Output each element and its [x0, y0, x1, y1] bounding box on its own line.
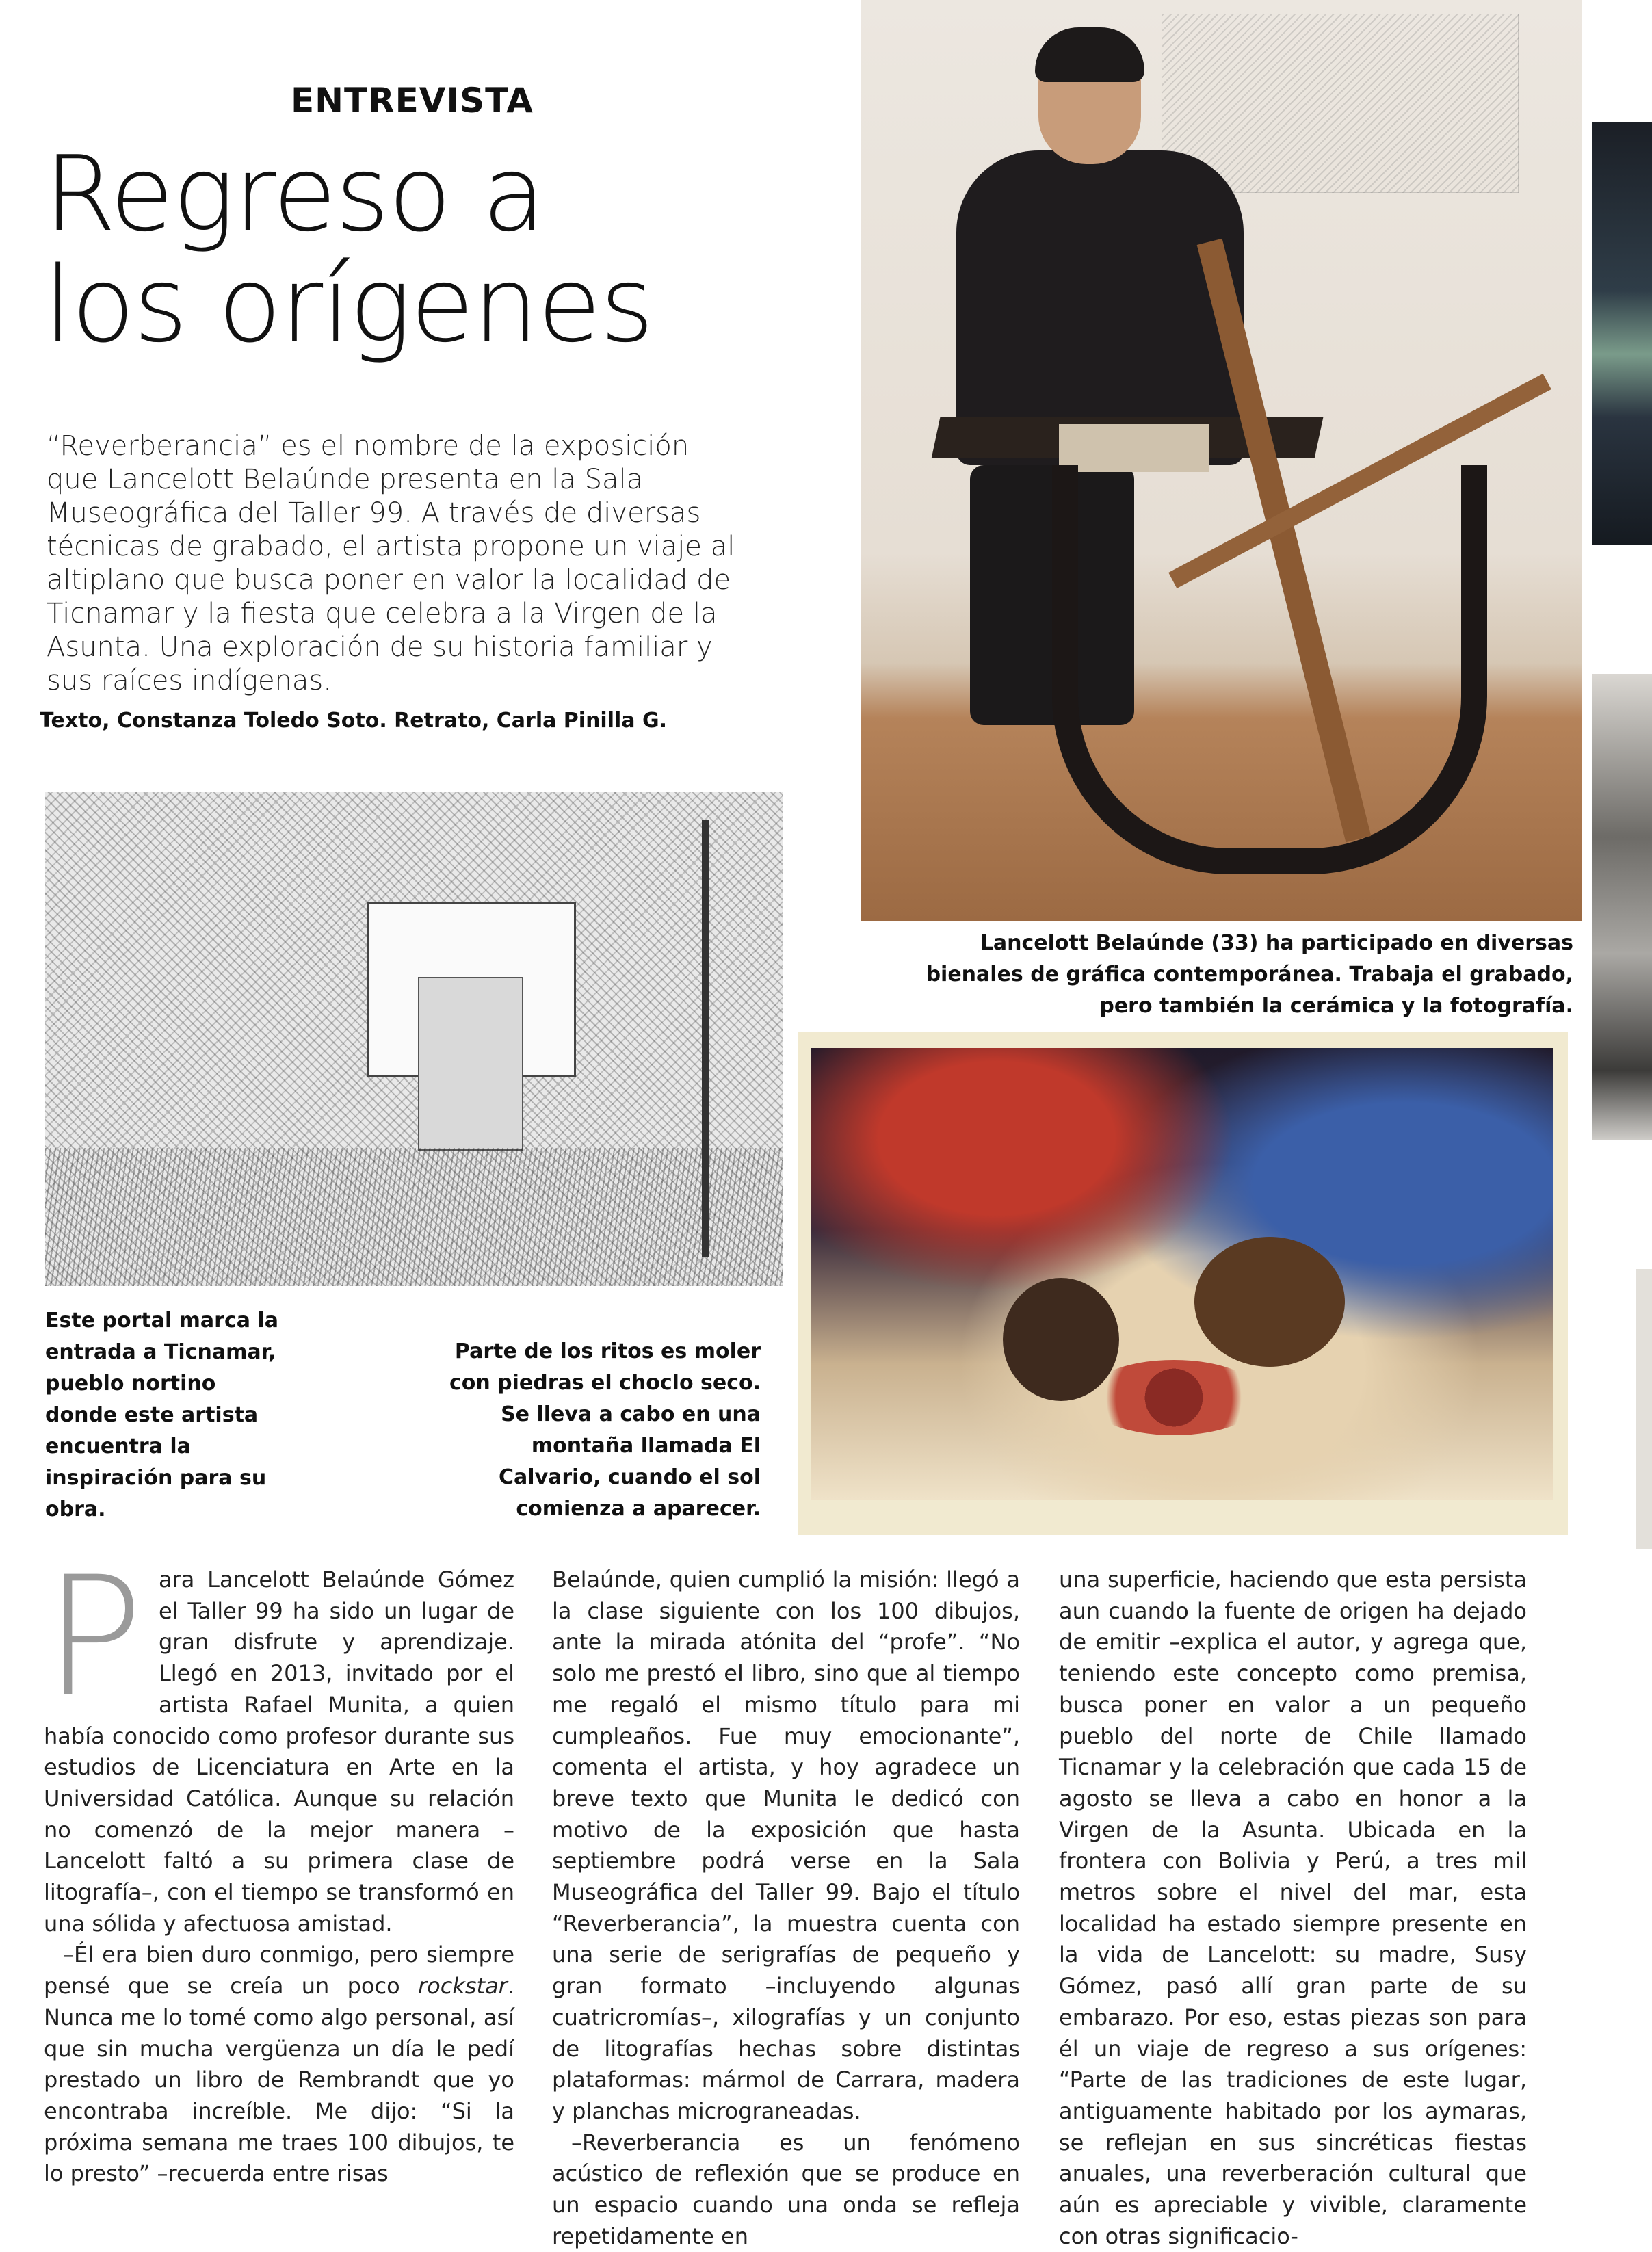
- body-column-2: [552, 1564, 1020, 2252]
- utility-pole: [702, 820, 709, 1257]
- paragraph: [44, 1939, 514, 2190]
- adjacent-page-image-2: [1592, 674, 1652, 1140]
- paragraph: [44, 1541, 514, 1939]
- adjacent-page-image-1: [1592, 122, 1652, 545]
- body-column-1: [44, 1541, 514, 2190]
- adjacent-page-image-3: [1636, 1269, 1652, 1549]
- paragraph: una superficie, haciendo que esta persista aun cuando la fuente de origen ha dejado de emitir –explica el autor, y agrega que, teniendo este concepto como premisa, busca poner en valor a un pequeño pueblo del norte de Chile llamado Ticnamar y la celebración que cada 15 de agosto se lleva a cabo en honor a la Virgen de la Asunta. Ubicada en la frontera con Bolivia y Perú, a tres mil metros sobre el nivel del mar, esta localidad ha estado siempre presente en la vida de Lancelott: su madre, Susy Gómez, pasó allí gran parte de su embarazo. Por eso, estas piezas son para él un viaje de regreso a sus orígenes: “Parte de las tradiciones de este lugar, antiguamente habitado por los aymaras, se reflejan en sus sincréticas fiestas anuales, una reverberación cultural que aún es apreciable y vivible, claramente con otras significacio-: [1059, 1567, 1527, 2249]
- portal-opening: [418, 977, 523, 1151]
- paragraph-text: ara Lancelott Belaúnde Gómez el Taller 99 ha sido un lugar de gran disfrute y aprendizaje. Llegó en 2013, invitado por el artista Rafael Munita, a quien había conocido como profesor durante sus estudios de Licenciatura en Arte en la Universidad Católica. Aunque su relación no comenzó de la mejor manera –Lancelott faltó a su primera clase de litografía–, con el tiempo se transformó en una sólida y afectuosa amistad.: [44, 1567, 514, 1937]
- paragraph-text: . Nunca me lo tomé como algo personal, así que sin mucha vergüenza un día le pedí prestado un libro de Rembrandt que yo encontraba increíble. Me dijo: “Si la próxima semana me traes 100 dibujos, te lo presto” –recuerda entre risas: [44, 1973, 514, 2187]
- ritos-caption: Parte de los ritos es moler con piedras el choclo seco. Se lleva a cabo en una montaña llamada El Calvario, cuando el sol comienza a aparecer.: [449, 1339, 761, 1521]
- section-kicker: ENTREVISTA: [291, 81, 534, 120]
- road-hatching: [45, 1148, 783, 1286]
- background-sketch: [1162, 14, 1519, 193]
- paragraph-text: –Él era bien duro conmigo, pero siempre pensé que se creía un poco: [44, 1941, 514, 2000]
- corn-kernels: [1085, 1360, 1263, 1435]
- ticnamar-portal-engraving: [45, 792, 783, 1286]
- portal-caption: Este portal marca la entrada a Ticnamar, pueblo nortino donde este artista encuentra la inspiración para su obra.: [45, 1309, 278, 1521]
- person-hair: [1035, 27, 1144, 82]
- paragraph: Belaúnde, quien cumplió la misión: llegó a la clase siguiente con los 100 dibujos, ante la mirada atónita del “profe”. “No solo me prestó el libro, sino que al tiempo me regaló el mismo título para mi cumpleaños. Fue muy emocionante”, comenta el artista, y hoy agradece un breve texto que Munita le dedicó con motivo de la exposición que hasta septiembre podrá verse en la Sala Museográfica del Taller 99. Bajo el título “Reverberancia”, la muestra cuenta con una serie de serigrafías de pequeño y gran formato –incluyendo algunas cuatricromías–, xilografías y un conjunto de litografías hechas sobre distintas plataformas: mármol de Carrara, madera y planchas micrograneadas.: [552, 1567, 1020, 2124]
- byline-credits: Texto, Constanza Toledo Soto. Retrato, Carla Pinilla G.: [40, 709, 667, 733]
- paragraph: –Reverberancia es un fenómeno acústico de reflexión que se produce en un espacio cuando una onda se refleja repetidamente en: [552, 2129, 1020, 2249]
- headline-line-1: Regreso a: [44, 133, 545, 254]
- body-column-3: [1059, 1564, 1527, 2252]
- grinding-stone-right: [1194, 1237, 1345, 1367]
- headline-line-2: los orígenes: [44, 244, 653, 365]
- artist-portrait-photo: [861, 0, 1582, 921]
- lede-paragraph: “Reverberancia” es el nombre de la exposición que Lancelott Belaúnde presenta en la Sala Museográfica del Taller 99. A través de diversas técnicas de grabado, el artista propone un viaje al altiplano que busca poner en valor la localidad de Ticnamar y la fiesta que celebra a la Virgen de la Asunta. Una exploración de su historia familiar y sus raíces indígenas.: [47, 430, 735, 696]
- headline: [44, 133, 865, 365]
- emphasis: rockstar: [417, 1973, 508, 2000]
- drop-cap: P: [44, 1541, 144, 1734]
- corn-grinding-print: [798, 1032, 1568, 1535]
- portrait-caption: Lancelott Belaúnde (33) ha participado en diversas bienales de gráfica contemporánea. Trabaja el grabado, pero también la cerámica y la fotografía.: [926, 931, 1573, 1018]
